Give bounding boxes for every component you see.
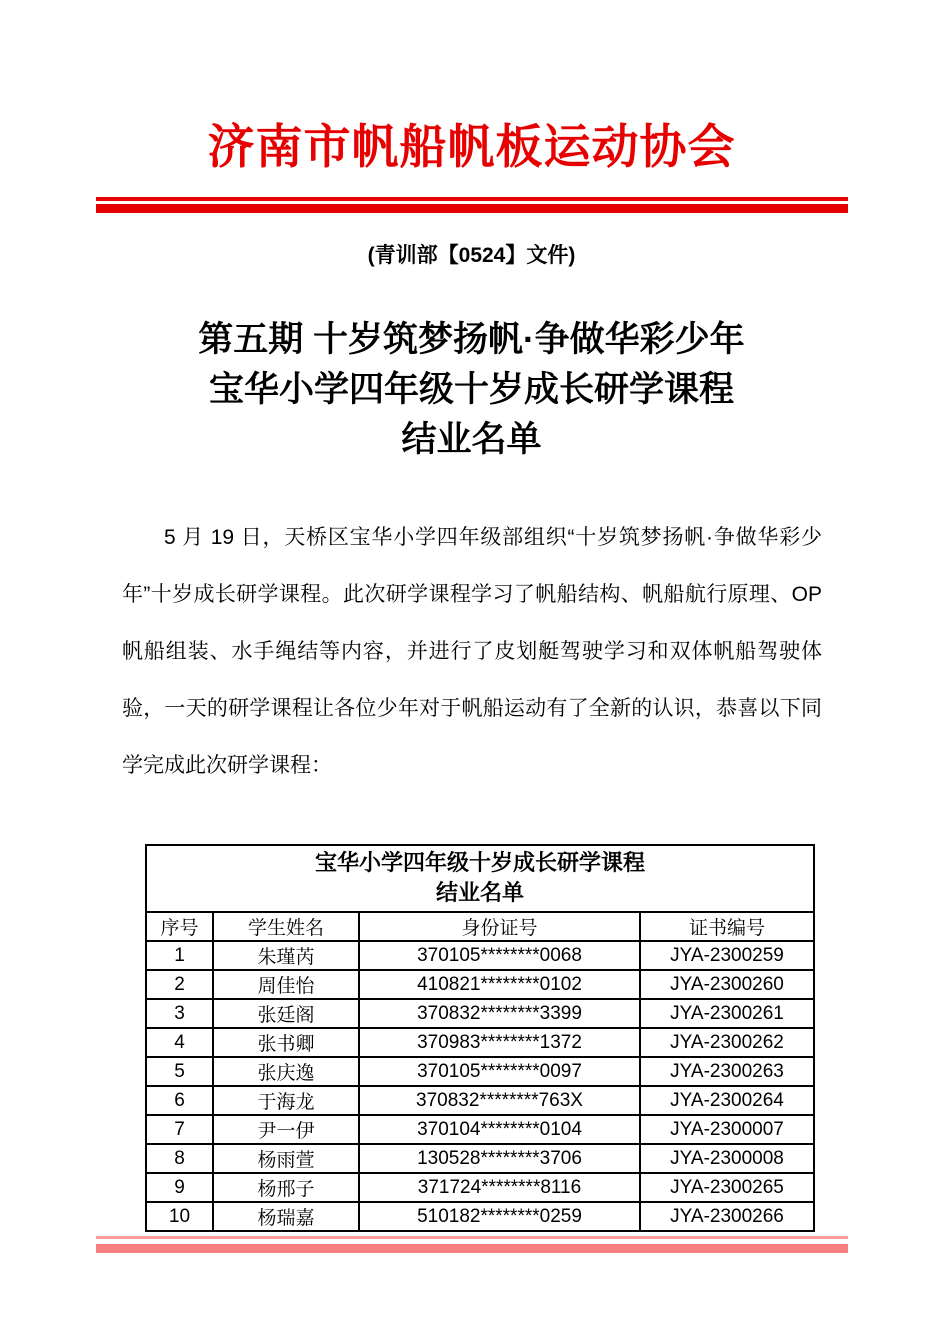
table-row — [146, 1028, 814, 1057]
cell-name: 尹一伊 — [213, 1115, 359, 1144]
table-row — [146, 1173, 814, 1202]
cell-index: 7 — [146, 1115, 213, 1144]
org-title: 济南市帆船帆板运动协会 — [207, 120, 736, 173]
cell-name: 杨瑞嘉 — [213, 1202, 359, 1231]
cell-name: 杨邢子 — [213, 1173, 359, 1202]
cell-certificate: JYA-2300262 — [640, 1028, 814, 1057]
table-title-row — [146, 845, 814, 912]
cell-name: 张廷阁 — [213, 999, 359, 1028]
header-rule-thick — [96, 204, 848, 213]
main-title-line-3: 结业名单 — [401, 420, 542, 460]
cell-index: 9 — [146, 1173, 213, 1202]
footer-rule-thick — [96, 1244, 848, 1253]
cell-certificate: JYA-2300007 — [640, 1115, 814, 1144]
cell-certificate: JYA-2300260 — [640, 970, 814, 999]
table-title-cell — [146, 845, 814, 912]
cell-certificate: JYA-2300266 — [640, 1202, 814, 1231]
cell-certificate: JYA-2300259 — [640, 941, 814, 970]
column-header-name: 学生姓名 — [213, 912, 359, 941]
table-title-line-1: 宝华小学四年级十岁成长研学课程 — [315, 850, 646, 876]
roster-table — [145, 844, 815, 1232]
cell-id-number: 370105********0068 — [359, 941, 640, 970]
cell-id-number: 371724********8116 — [359, 1173, 640, 1202]
main-title-line-1: 第五期 十岁筑梦扬帆·争做华彩少年 — [198, 320, 745, 360]
main-title-line-2: 宝华小学四年级十岁成长研学课程 — [208, 370, 734, 410]
cell-index: 8 — [146, 1144, 213, 1173]
cell-id-number: 370832********763X — [359, 1086, 640, 1115]
footer-rule — [96, 1236, 848, 1253]
header-rule — [96, 197, 848, 213]
table-header-row — [146, 912, 814, 941]
cell-index: 6 — [146, 1086, 213, 1115]
cell-certificate: JYA-2300261 — [640, 999, 814, 1028]
header-rule-thin — [96, 197, 848, 201]
cell-index: 1 — [146, 941, 213, 970]
doc-number: (青训部【0524】文件) — [367, 244, 576, 268]
cell-id-number: 130528********3706 — [359, 1144, 640, 1173]
cell-index: 3 — [146, 999, 213, 1028]
main-title — [0, 315, 943, 465]
cell-certificate: JYA-2300264 — [640, 1086, 814, 1115]
table-row — [146, 970, 814, 999]
table-row — [146, 1144, 814, 1173]
table-row — [146, 941, 814, 970]
footer-rule-thin — [96, 1236, 848, 1239]
body-paragraph: 5 月 19 日，天桥区宝华小学四年级部组织“十岁筑梦扬帆·争做华彩少年”十岁成长研学课程。此次研学课程学习了帆船结构、帆船航行原理、OP 帆船组装、水手绳结等内容，并进行了皮划艇驾驶学习和双体帆船驾驶体验，一天的研学课程让各位少年对于帆船运动有了全新的认识，恭喜以下同学完成此次研学课程： — [122, 526, 822, 778]
cell-index: 4 — [146, 1028, 213, 1057]
column-header-index: 序号 — [146, 912, 213, 941]
column-header-certificate: 证书编号 — [640, 912, 814, 941]
cell-name: 张庆逸 — [213, 1057, 359, 1086]
table-row — [146, 1086, 814, 1115]
cell-name: 周佳怡 — [213, 970, 359, 999]
table-row — [146, 1057, 814, 1086]
cell-name: 张书卿 — [213, 1028, 359, 1057]
cell-id-number: 410821********0102 — [359, 970, 640, 999]
cell-id-number: 510182********0259 — [359, 1202, 640, 1231]
cell-certificate: JYA-2300265 — [640, 1173, 814, 1202]
table-title-line-2: 结业名单 — [436, 880, 525, 906]
cell-id-number: 370832********3399 — [359, 999, 640, 1028]
cell-certificate: JYA-2300263 — [640, 1057, 814, 1086]
cell-index: 5 — [146, 1057, 213, 1086]
cell-index: 10 — [146, 1202, 213, 1231]
cell-id-number: 370105********0097 — [359, 1057, 640, 1086]
table-row — [146, 1115, 814, 1144]
cell-index: 2 — [146, 970, 213, 999]
table-row — [146, 1202, 814, 1231]
cell-certificate: JYA-2300008 — [640, 1144, 814, 1173]
table-row — [146, 999, 814, 1028]
cell-id-number: 370983********1372 — [359, 1028, 640, 1057]
cell-name: 杨雨萱 — [213, 1144, 359, 1173]
cell-name: 于海龙 — [213, 1086, 359, 1115]
cell-id-number: 370104********0104 — [359, 1115, 640, 1144]
column-header-id-number: 身份证号 — [359, 912, 640, 941]
cell-name: 朱瑾芮 — [213, 941, 359, 970]
